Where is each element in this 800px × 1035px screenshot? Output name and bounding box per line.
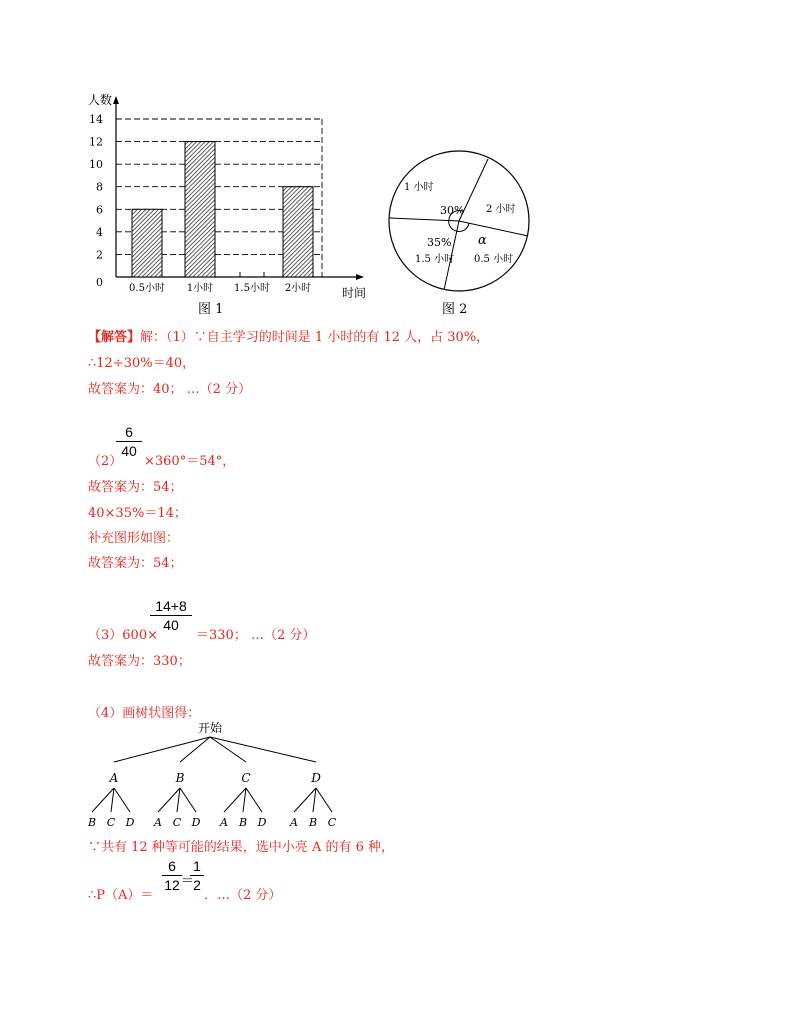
tree-node-level2: B	[87, 816, 97, 829]
x-tick-label: 2小时	[284, 283, 312, 294]
tree-node-level1: A	[109, 771, 119, 785]
fraction-denominator: 40	[163, 617, 179, 633]
bar	[185, 142, 215, 277]
tree-branch	[243, 788, 246, 812]
tree-branch	[313, 788, 316, 812]
bar	[132, 209, 162, 277]
pie-slice-label: 2 小时	[486, 204, 516, 215]
pie-slice-label: 0.5 小时	[474, 254, 514, 265]
tree-branch	[180, 788, 196, 812]
tree-branch	[158, 788, 180, 812]
equals-sign: ＝	[181, 874, 195, 889]
tree-node-level1: D	[311, 771, 321, 785]
y-tick-label: 8	[96, 180, 103, 194]
solution-line-6: 40×35%＝14；	[88, 506, 187, 521]
pie-slice-label: 1.5 小时	[415, 254, 455, 265]
tree-branch	[294, 788, 316, 812]
fraction-bar	[150, 615, 192, 616]
x-tick-label: 1小时	[186, 283, 214, 294]
tree-node-level2: A	[290, 816, 298, 829]
fraction-1-over-2	[190, 858, 204, 893]
tree-node-level2: B	[308, 816, 318, 829]
tree-branch	[111, 788, 114, 812]
solution-prob-suffix: ．…（2 分）	[204, 888, 282, 903]
fraction-numerator: 1	[193, 858, 201, 874]
solution-line-11: （4）画树状图得：	[88, 706, 201, 721]
solution-head-tag: 【解答】	[88, 330, 141, 345]
fraction-numerator: 6	[168, 858, 176, 874]
fraction-bar	[162, 875, 182, 876]
tree-branch	[177, 788, 180, 812]
solution-line-2: ∴12÷30%＝40，	[88, 356, 196, 371]
solution-line-3: 故答案为：40； …（2 分）	[88, 382, 252, 397]
tree-node-level2: D	[257, 816, 267, 829]
pie-chart	[386, 140, 532, 300]
y-axis-arrow	[113, 96, 119, 104]
fraction-22-over-40	[150, 598, 192, 633]
tree-node-level1: B	[175, 771, 185, 785]
pie-annotation-30: 30%	[440, 204, 465, 217]
fraction-6-over-12	[162, 858, 182, 893]
fraction-numerator: 14+8	[155, 598, 187, 614]
tree-branch	[92, 788, 114, 812]
x-tick-label: 1.5小时	[234, 283, 270, 294]
tree-node-level2: D	[191, 816, 201, 829]
x-tick-label: 0.5小时	[129, 283, 165, 294]
tree-node-level2: B	[238, 816, 248, 829]
tree-node-level2: C	[172, 816, 182, 829]
fraction-denominator: 40	[121, 443, 137, 459]
pie-annotation-alpha: α	[478, 233, 487, 248]
figure1-caption: 图 1	[198, 302, 224, 317]
solution-part3-prefix: （3）600×	[88, 628, 158, 643]
solution-line-1-text: 解：（1）∵自主学习的时间是 1 小时的有 12 人，占 30%，	[140, 330, 490, 345]
solution-prob-prefix: ∴P（A）＝	[88, 888, 154, 903]
bar	[283, 187, 313, 277]
pie-slice-label: 1 小时	[404, 182, 434, 193]
tree-diagram	[80, 718, 370, 830]
y-tick-label: 6	[96, 203, 103, 217]
figure2-caption: 图 2	[442, 302, 468, 317]
x-axis-arrow	[356, 274, 364, 280]
fraction-bar	[190, 875, 204, 876]
tree-branch	[114, 788, 130, 812]
y-tick-label: 2	[96, 248, 103, 262]
x-axis-label: 时间	[342, 286, 367, 298]
y-tick-label: 4	[96, 225, 103, 239]
solution-line-7: 补充图形如图：	[88, 531, 180, 546]
solution-part2-prefix: （2）	[88, 454, 123, 469]
bar-chart	[80, 88, 380, 298]
fraction-bar	[116, 441, 142, 442]
y-axis-label: 人数	[88, 93, 113, 107]
y-tick-label: 12	[89, 135, 103, 149]
tree-node-level2: D	[125, 816, 135, 829]
y-tick-label: 14	[89, 113, 103, 126]
solution-line-8: 故答案为：54；	[88, 556, 183, 571]
solution-line-5: 故答案为：54；	[88, 480, 183, 495]
tree-node-level2: C	[106, 816, 116, 829]
solution-line-12: ∵共有 12 种等可能的结果，选中小亮 A 的有 6 种，	[88, 840, 394, 855]
solution-part3-suffix: ＝330； …（2 分）	[196, 628, 316, 643]
fraction-denominator: 2	[193, 877, 201, 893]
tree-branch	[246, 788, 262, 812]
y-tick-label: 0	[96, 276, 103, 289]
fraction-denominator: 12	[164, 877, 180, 893]
tree-node-level2: C	[327, 816, 337, 829]
tree-branch	[210, 737, 316, 762]
y-tick-label: 10	[89, 158, 103, 172]
tree-node-level1: C	[241, 771, 251, 785]
solution-line-1	[88, 326, 489, 345]
tree-node-level2: A	[154, 816, 162, 829]
tree-root-label: 开始	[197, 721, 223, 735]
tree-branch	[224, 788, 246, 812]
solution-part2-suffix: ×360°＝54°，	[144, 454, 236, 469]
tree-node-level2: A	[220, 816, 228, 829]
solution-line-10: 故答案为：330；	[88, 654, 191, 669]
fraction-numerator: 6	[125, 424, 133, 440]
pie-annotation-35: 35%	[427, 236, 452, 249]
tree-branch	[316, 788, 332, 812]
